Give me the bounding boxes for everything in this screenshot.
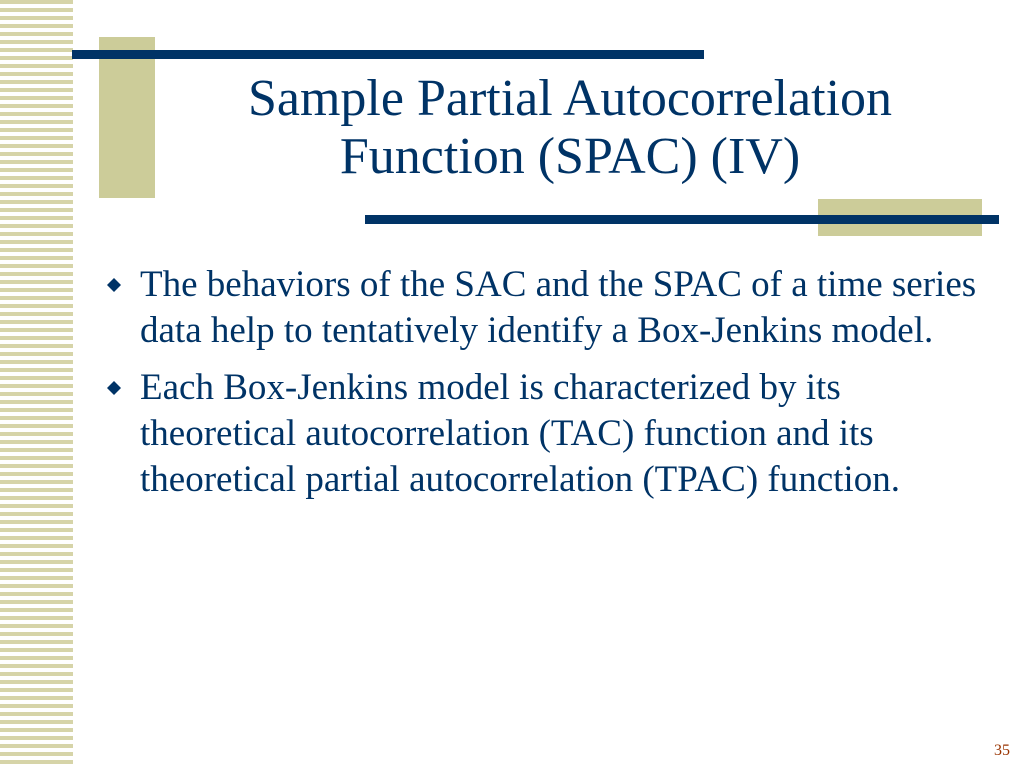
slide-title-line-1: Sample Partial Autocorrelation xyxy=(247,70,893,127)
bullet-item xyxy=(106,365,986,503)
title-rule-bottom xyxy=(365,215,999,224)
bullet-list xyxy=(106,262,986,514)
striped-side-band xyxy=(0,0,73,768)
diamond-bullet-icon xyxy=(106,365,140,411)
bullet-text: The behaviors of the SAC and the SPAC of a time series data help to tentatively identify a Box-Jenkins model. xyxy=(140,264,977,351)
diamond-bullet-icon xyxy=(106,262,140,308)
slide-title-line-2: Function (SPAC) (IV) xyxy=(339,128,801,185)
bullet-text: Each Box-Jenkins model is characterized by its theoretical autocorrelation (TAC) function and its theoretical partial autocorrelation (TPAC) function. xyxy=(140,367,900,500)
bullet-item xyxy=(106,262,986,354)
page-number: 35 xyxy=(994,742,1010,759)
title-rule-top xyxy=(72,50,704,59)
accent-block-left xyxy=(99,37,155,198)
slide-title xyxy=(160,70,980,186)
